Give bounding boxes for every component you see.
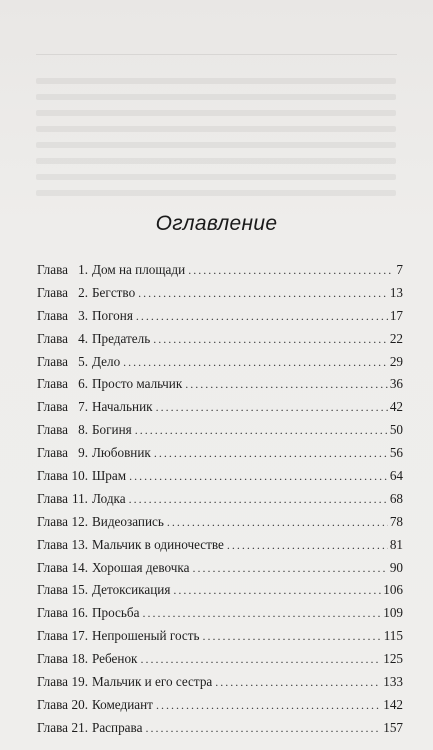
page-number: 133 bbox=[383, 674, 403, 690]
dot-leader bbox=[136, 308, 388, 324]
dot-leader bbox=[142, 605, 381, 621]
dot-leader bbox=[129, 491, 388, 507]
chapter-title: Предатель bbox=[91, 330, 151, 346]
toc-entry bbox=[37, 354, 403, 377]
chapter-number: 4. bbox=[78, 330, 88, 346]
dot-leader bbox=[173, 582, 381, 598]
chapter-title: Комедиант bbox=[91, 696, 153, 712]
ghost-line bbox=[36, 94, 396, 100]
chapter-label: Глава bbox=[37, 559, 68, 575]
chapter-number: 13. bbox=[71, 536, 88, 552]
toc-heading: Оглавление bbox=[155, 212, 278, 235]
dot-leader bbox=[129, 468, 388, 484]
dot-leader bbox=[154, 445, 388, 461]
chapter-title: Ребенок bbox=[91, 651, 138, 667]
toc-entry bbox=[37, 308, 403, 331]
page-number: 106 bbox=[383, 582, 403, 598]
chapter-number: 5. bbox=[78, 353, 88, 369]
chapter-number: 17. bbox=[71, 628, 88, 644]
ghost-line bbox=[36, 158, 396, 164]
chapter-number: 3. bbox=[78, 307, 88, 323]
ghost-running-head bbox=[36, 40, 397, 55]
page-number: 29 bbox=[389, 353, 403, 369]
ghost-line bbox=[36, 78, 396, 84]
dot-leader bbox=[185, 376, 388, 392]
dot-leader bbox=[123, 354, 388, 370]
ghost-line bbox=[36, 142, 396, 148]
dot-leader bbox=[140, 651, 381, 667]
chapter-title: Мальчик в одиночестве bbox=[91, 536, 224, 552]
chapter-label: Глава bbox=[37, 353, 68, 369]
chapter-title: Шрам bbox=[91, 468, 127, 484]
page-number: 64 bbox=[389, 468, 403, 484]
ghost-line bbox=[36, 190, 396, 196]
chapter-number: 14. bbox=[71, 559, 88, 575]
dot-leader bbox=[156, 399, 388, 415]
table-of-contents bbox=[37, 262, 403, 743]
chapter-label: Глава bbox=[37, 513, 68, 529]
chapter-title: Детоксикация bbox=[91, 582, 171, 598]
chapter-title: Просьба bbox=[91, 605, 140, 621]
chapter-title: Просто мальчик bbox=[91, 376, 183, 392]
page-number: 115 bbox=[383, 628, 403, 644]
page-number: 36 bbox=[389, 376, 403, 392]
chapter-number: 6. bbox=[78, 376, 88, 392]
chapter-label: Глава bbox=[37, 628, 68, 644]
page-number: 78 bbox=[389, 513, 403, 529]
page-number: 142 bbox=[383, 696, 403, 712]
chapter-label: Глава bbox=[37, 262, 68, 277]
chapter-title: Любовник bbox=[91, 445, 151, 461]
toc-entry bbox=[37, 399, 403, 422]
chapter-title: Хорошая девочка bbox=[91, 559, 190, 575]
page-number: 22 bbox=[389, 330, 403, 346]
page-number: 56 bbox=[389, 445, 403, 461]
chapter-title: Богиня bbox=[91, 422, 132, 438]
page-number: 17 bbox=[389, 307, 403, 323]
ghost-line bbox=[36, 174, 396, 180]
toc-entry bbox=[37, 491, 403, 514]
toc-entry bbox=[37, 262, 403, 285]
dot-leader bbox=[156, 697, 381, 713]
chapter-label: Глава bbox=[37, 582, 68, 598]
chapter-label: Глава bbox=[37, 605, 68, 621]
chapter-number: 10. bbox=[71, 468, 88, 484]
chapter-label: Глава bbox=[37, 468, 68, 484]
toc-entry bbox=[37, 697, 403, 720]
toc-entry bbox=[37, 422, 403, 445]
chapter-label: Глава bbox=[37, 696, 68, 712]
chapter-label: Глава bbox=[37, 422, 68, 438]
chapter-title: Расправа bbox=[91, 719, 143, 735]
chapter-title: Начальник bbox=[91, 399, 153, 415]
ghost-line bbox=[36, 110, 396, 116]
page-number: 81 bbox=[389, 536, 403, 552]
reverse-page-bleed-through bbox=[0, 0, 433, 230]
toc-entry bbox=[37, 582, 403, 605]
dot-leader bbox=[145, 720, 381, 736]
dot-leader bbox=[215, 674, 381, 690]
chapter-title: Бегство bbox=[91, 284, 136, 300]
chapter-label: Глава bbox=[37, 674, 68, 690]
page-number: 7 bbox=[396, 262, 403, 277]
dot-leader bbox=[138, 285, 388, 301]
chapter-label: Глава bbox=[37, 651, 68, 667]
chapter-number: 20. bbox=[71, 696, 88, 712]
page-number: 13 bbox=[389, 284, 403, 300]
chapter-title: Непрошеный гость bbox=[91, 628, 200, 644]
chapter-number: 15. bbox=[71, 582, 88, 598]
toc-entry bbox=[37, 445, 403, 468]
toc-entry bbox=[37, 628, 403, 651]
toc-entry bbox=[37, 537, 403, 560]
toc-entry bbox=[37, 605, 403, 628]
chapter-title: Дом на площади bbox=[91, 262, 186, 277]
toc-entry bbox=[37, 651, 403, 674]
page-number: 109 bbox=[383, 605, 403, 621]
chapter-title: Дело bbox=[91, 353, 121, 369]
chapter-number: 9. bbox=[78, 445, 88, 461]
page-number: 157 bbox=[383, 719, 403, 735]
chapter-title: Лодка bbox=[91, 490, 126, 506]
chapter-number: 18. bbox=[71, 651, 88, 667]
toc-entry bbox=[37, 468, 403, 491]
toc-entry bbox=[37, 376, 403, 399]
dot-leader bbox=[153, 331, 388, 347]
page-number: 42 bbox=[389, 399, 403, 415]
chapter-title: Погоня bbox=[91, 307, 133, 323]
page-number: 50 bbox=[389, 422, 403, 438]
dot-leader bbox=[135, 422, 388, 438]
dot-leader bbox=[192, 560, 387, 576]
dot-leader bbox=[203, 628, 382, 644]
dot-leader bbox=[188, 262, 394, 278]
chapter-number: 21. bbox=[71, 719, 88, 735]
chapter-number: 2. bbox=[78, 284, 88, 300]
toc-entry bbox=[37, 674, 403, 697]
chapter-label: Глава bbox=[37, 284, 68, 300]
chapter-number: 11. bbox=[71, 490, 88, 506]
chapter-label: Глава bbox=[37, 307, 68, 323]
dot-leader bbox=[167, 514, 388, 530]
toc-entry bbox=[37, 331, 403, 354]
chapter-number: 8. bbox=[78, 422, 88, 438]
chapter-label: Глава bbox=[37, 719, 68, 735]
chapter-number: 7. bbox=[78, 399, 88, 415]
chapter-number: 16. bbox=[71, 605, 88, 621]
toc-entry bbox=[37, 285, 403, 308]
toc-entry bbox=[37, 514, 403, 537]
chapter-label: Глава bbox=[37, 376, 68, 392]
chapter-number: 19. bbox=[71, 674, 88, 690]
chapter-title: Видеозапись bbox=[91, 513, 164, 529]
chapter-label: Глава bbox=[37, 399, 68, 415]
toc-entry bbox=[37, 560, 403, 583]
chapter-number: 1. bbox=[78, 262, 88, 277]
toc-entry bbox=[37, 720, 403, 743]
dot-leader bbox=[227, 537, 388, 553]
chapter-title: Мальчик и его сестра bbox=[91, 674, 213, 690]
page-number: 90 bbox=[389, 559, 403, 575]
chapter-number: 12. bbox=[71, 513, 88, 529]
page-number: 68 bbox=[389, 490, 403, 506]
chapter-label: Глава bbox=[37, 490, 68, 506]
chapter-label: Глава bbox=[37, 536, 68, 552]
ghost-line bbox=[36, 126, 396, 132]
chapter-label: Глава bbox=[37, 330, 68, 346]
page-number: 125 bbox=[383, 651, 403, 667]
chapter-label: Глава bbox=[37, 445, 68, 461]
